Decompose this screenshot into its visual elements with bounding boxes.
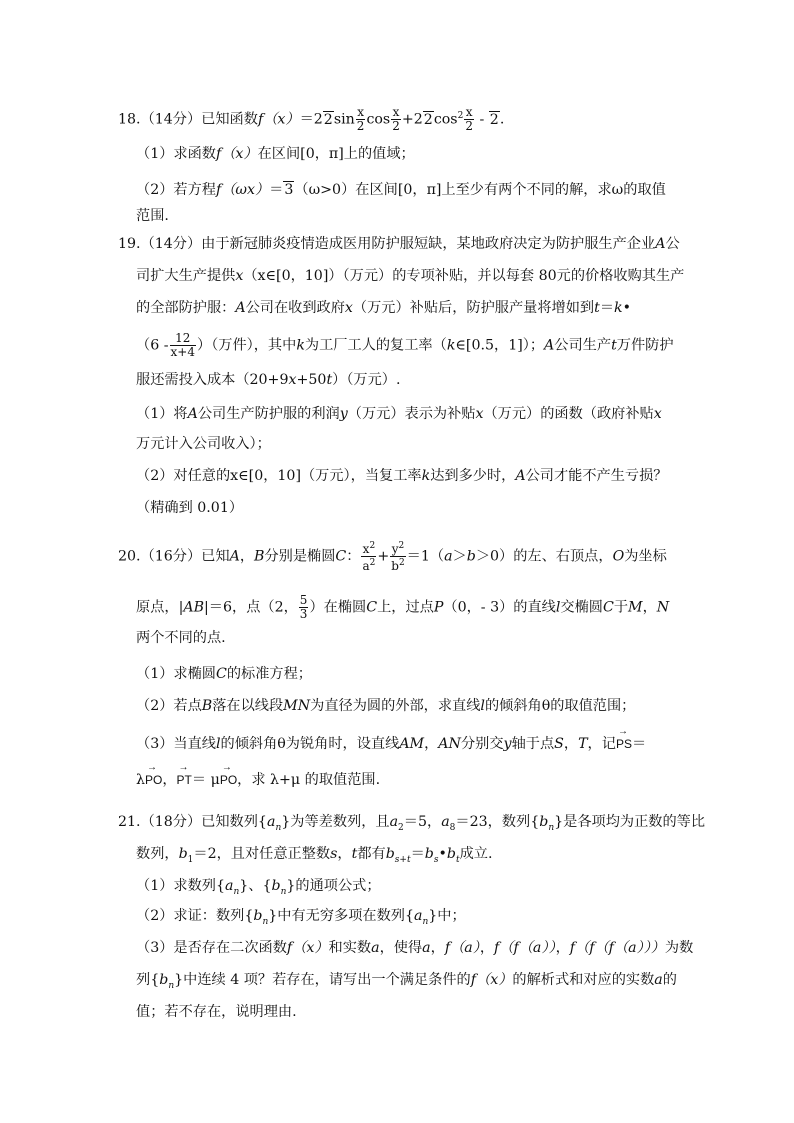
q20-part1: （1）求椭圆C的标准方程； (136, 666, 312, 682)
q19-line5: 服还需投入成本（20+9x+50t）（万元）. (136, 372, 401, 388)
q21-part1: （1）求数列$\{a_n\}$、$\{b_n\}$的通项公式； (136, 878, 381, 897)
q21-part2: （2）求证：数列$\{b_n\}$中有无穷多项在数列$\{a_n\}$中； (136, 908, 466, 927)
q20-part3-cont: λ→ PO，→ PT＝ μ→ PO，求 λ+μ 的取值范围. (136, 770, 380, 790)
q20-line1: 20.（16分）已知A，B分别是椭圆C： $\frac{x^2}{a^2}$ + $\frac{y^2}{b^2}$ ＝1（a＞b＞0）的左、右顶点，O为坐标 (118, 541, 667, 573)
q20-line3: 两个不同的点. (136, 630, 226, 646)
q21-line2: 数列，$b_1=2$，且对任意正整数s，t都有$b_{s+t}=b_s•b_t$成立. (136, 846, 493, 865)
q19-part2: （2）对任意的x∈[0，10]（万元），当复工率k达到多少时，A公司才能不产生亏损？ (136, 468, 668, 484)
q20-part2: （2）若点B落在以线段MN为直径为圆的外部，求直线l的倾斜角θ的取值范围； (136, 698, 636, 714)
q18-part1: （1）求函数f（x）在区间[0，π]上的值域； (136, 146, 415, 162)
q19-line1: 19.（14分）由于新冠肺炎疫情造成医用防护服短缺，某地政府决定为防护服生产企业A公 (118, 236, 680, 252)
vector-pt: → PT (177, 770, 192, 790)
q21-part3-end: 值；若不存在，说明理由. (136, 1004, 297, 1020)
q19-line4: （6 - $\frac{12}{x+4}$ ）（万件），其中k为工厂工人的复工率（k∈[0.5，1]）；A公司生产t万件防护 (136, 331, 674, 359)
q20-line2: 原点，|AB|＝6，点（2， $\frac{5}{3}$ ）在椭圆C上，过点P（0，- 3）的直线l交椭圆C于M，N (136, 593, 670, 621)
q21-line1: 21.（18分）已知数列$\{a_n\}$为等差数列，且$a_2=5$，$a_8=23$，数列$\{b_n\}$是各项均为正数的等比 (118, 814, 706, 833)
q19-line3: 的全部防护服：A公司在收到政府x（万元）补贴后，防护服产量将增如到t＝k• (136, 300, 632, 316)
q19-part1: （1）将A公司生产防护服的利润y（万元）表示为补贴x（万元）的函数（政府补贴x (136, 406, 662, 422)
q19-part1-cont: 万元计入公司收入）； (136, 436, 271, 452)
q19-part2-cont: （精确到 0.01） (136, 500, 244, 516)
q21-part3-cont: 列$\{b_n\}$中连续 4 项？若存在，请写出一个满足条件的f（x）的解析式和对应的实数a的 (136, 972, 677, 991)
vector-po-2: → PO (220, 770, 237, 790)
q18-part2: （2）若方程f（ωx）＝3（ω>0）在区间[0，π]上至少有两个不同的解，求ω的取值 (136, 182, 666, 198)
vector-po: → PO (145, 770, 162, 790)
q19-line2: 司扩大生产提供x（x∈[0，10]）（万元）的专项补贴，并以每套 80元的价格收购其生产 (136, 268, 685, 284)
q18-stem: 18.（14分）已知函数f（x）＝22sin $\frac{x}{2}$ cos $\frac{x}{2}$ $+22\cos^2$ $\frac{x}{2}$ - 2. (118, 105, 505, 134)
q20-part3: （3）当直线l的倾斜角θ为锐角时，设直线AM，AN分别交y轴于点S，T，记→ PS＝ (136, 734, 646, 754)
q18-part2-cont: 范围. (136, 208, 169, 224)
vector-ps: → PS (616, 734, 632, 754)
q21-part3: （3）是否存在二次函数f（x）和实数a，使得a，f（a），f（f（a）），f（f（f（a）））为数 (136, 940, 694, 956)
